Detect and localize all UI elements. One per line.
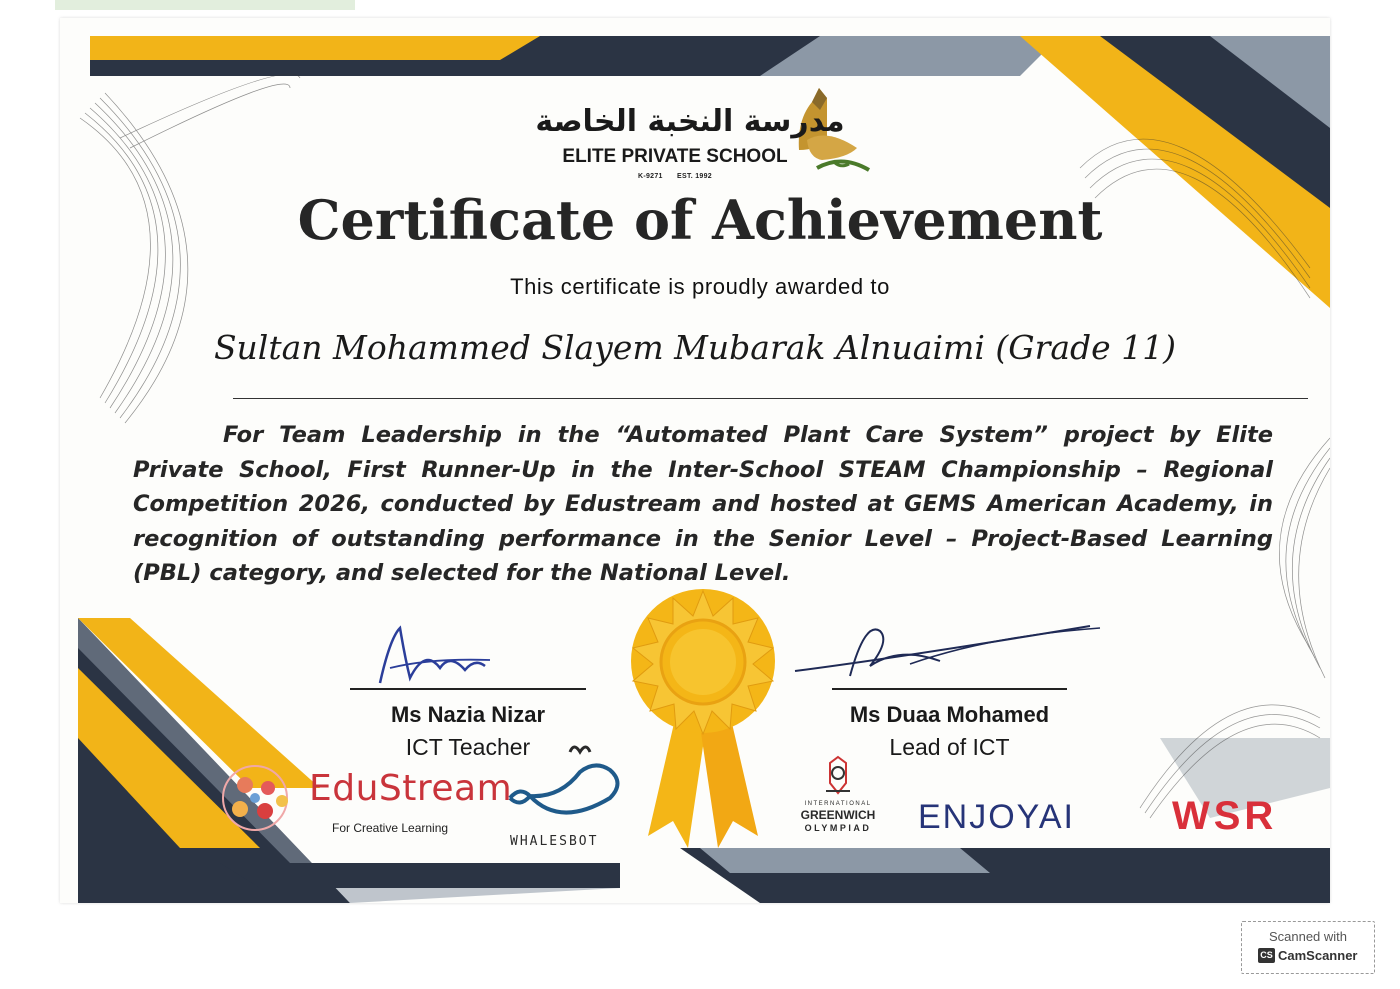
camscanner-watermark: [1241, 921, 1375, 974]
certificate-subtitle: This certificate is proudly awarded to: [510, 274, 890, 299]
scanner-caption: Scanned with: [1268, 929, 1348, 944]
wsr-logo: WSR: [1172, 794, 1278, 838]
whalesbot-label: WHALESBOT: [510, 834, 599, 849]
signature-line-right: [832, 688, 1067, 690]
certificate: [60, 18, 1330, 903]
edustream-tagline: For Creative Learning: [332, 821, 449, 835]
swirl-right: [1279, 438, 1330, 678]
signature-line-left: [350, 688, 586, 690]
signatory-role-left-visible: ICT Teacher: [405, 734, 531, 760]
greenwich-label-top: INTERNATIONAL: [804, 801, 872, 807]
edustream-emblem-icon: [210, 763, 300, 833]
certificate-title: Certificate of Achievement: [297, 188, 1103, 252]
citation-text: For Team Leadership in the “Automated Plant Care System” project by Elite Private School, First Runner-Up in the Inter-School STEAM Championship – Regional Competition 2026, conducted by Edustream and hosted at GEMS American Academy, in recognition of outstanding performance in the Senior Level – Project-Based Learning (PBL) category, and selected for the National Level.: [133, 422, 1273, 586]
school-name-arabic: مدرسة النخبة الخاصة: [535, 104, 845, 139]
greenwich-emblem-icon: [820, 753, 856, 799]
scanner-name: CamScanner: [1278, 948, 1358, 963]
signature-left: [370, 618, 500, 698]
signatory-role-right: Lead of ICT: [889, 734, 1010, 760]
signatory-name-right: Ms Duaa Mohamed: [849, 702, 1050, 727]
school-license: K-9271: [637, 173, 663, 180]
edustream-logo: EduStream: [309, 768, 513, 809]
signatory-name-left: Ms Nazia Nizar: [390, 702, 546, 727]
school-name-english: ELITE PRIVATE SCHOOL: [562, 146, 788, 167]
recipient-underline: [233, 398, 1308, 399]
signature-right: [790, 616, 1110, 686]
camscanner-icon: CS: [1258, 948, 1275, 963]
greenwich-label-bottom: OLYMPIAD: [804, 823, 872, 833]
greenwich-label-main: GREENWICH: [800, 808, 876, 822]
school-meta: [590, 173, 760, 180]
award-rosette-icon: [628, 586, 778, 866]
whalesbot-logo-icon: [500, 738, 630, 838]
enjoyai-logo: ENJOYAI: [918, 798, 1075, 836]
school-established: EST. 1992: [677, 173, 712, 180]
recipient-name: Sultan Mohammed Slayem Mubarak Alnuaimi (Grade 11): [213, 328, 1177, 367]
